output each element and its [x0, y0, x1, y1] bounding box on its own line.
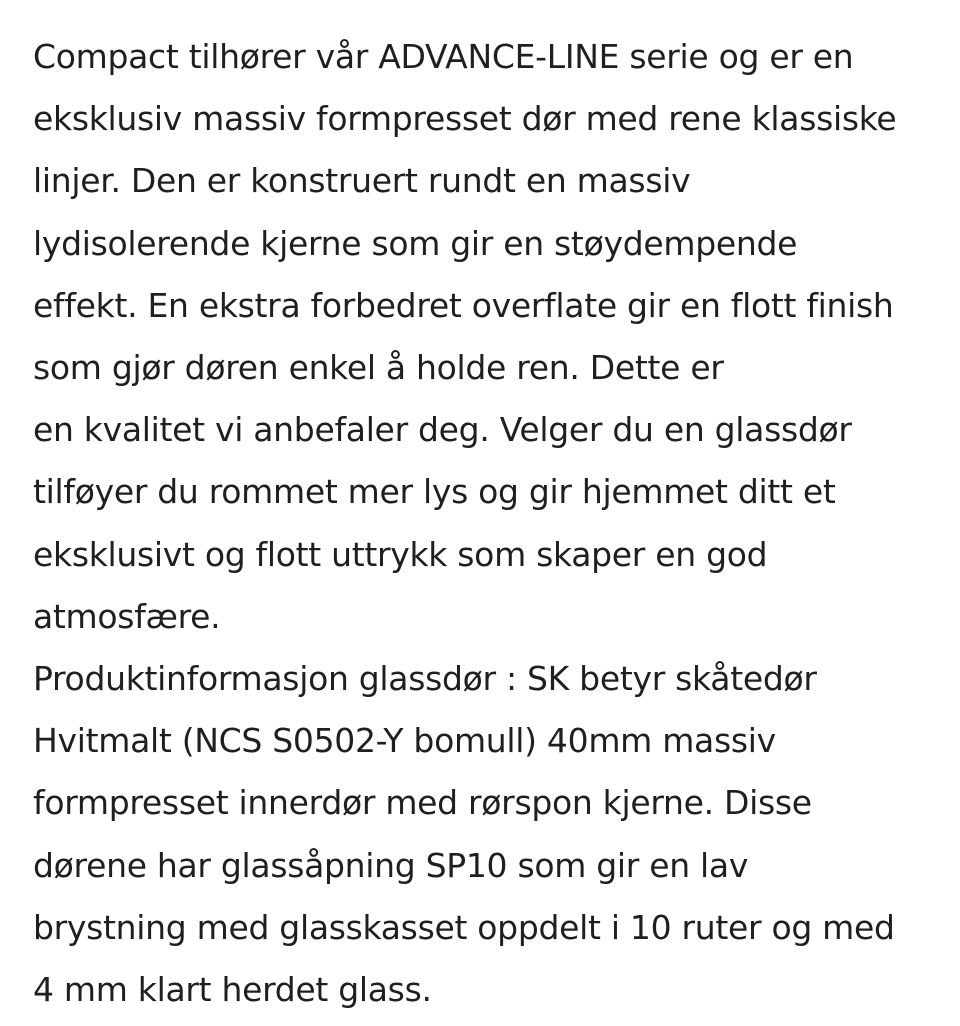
text-line: brystning med glasskasset oppdelt i 10 ruter og med — [33, 907, 895, 947]
text-line: effekt. En ekstra forbedret overflate gir en flott finish — [33, 285, 894, 325]
text-line: dørene har glassåpning SP10 som gir en lav — [33, 845, 749, 885]
text-line: eksklusivt og flott uttrykk som skaper en god — [33, 534, 768, 574]
text-line: linjer. Den er konstruert rundt en massiv — [33, 161, 691, 201]
text-line: Produktinformasjon glassdør : SK betyr skåtedør — [33, 659, 817, 699]
product-info-paragraph — [33, 648, 943, 1021]
text-line: tilføyer du rommet mer lys og gir hjemmet ditt et — [33, 472, 836, 512]
text-line: Compact tilhører vår ADVANCE-LINE serie og er en — [33, 37, 854, 76]
text-line: Hvitmalt (NCS S0502-Y bomull) 40mm massiv — [33, 721, 776, 761]
text-line: formpresset innerdør med rørspon kjerne. Disse — [33, 783, 812, 823]
text-line: lydisolerende kjerne som gir en støydempende — [33, 223, 798, 263]
text-line: eksklusiv massiv formpresset dør med rene klassiske — [33, 99, 897, 139]
text-line: 4 mm klart herdet glass. — [33, 970, 432, 1010]
text-line: som gjør døren enkel å holde ren. Dette er — [33, 348, 724, 388]
description-paragraph — [33, 26, 943, 648]
text-line: en kvalitet vi anbefaler deg. Velger du en glassdør — [33, 410, 852, 450]
text-line: atmosfære. — [33, 596, 221, 636]
product-description — [33, 26, 943, 1021]
